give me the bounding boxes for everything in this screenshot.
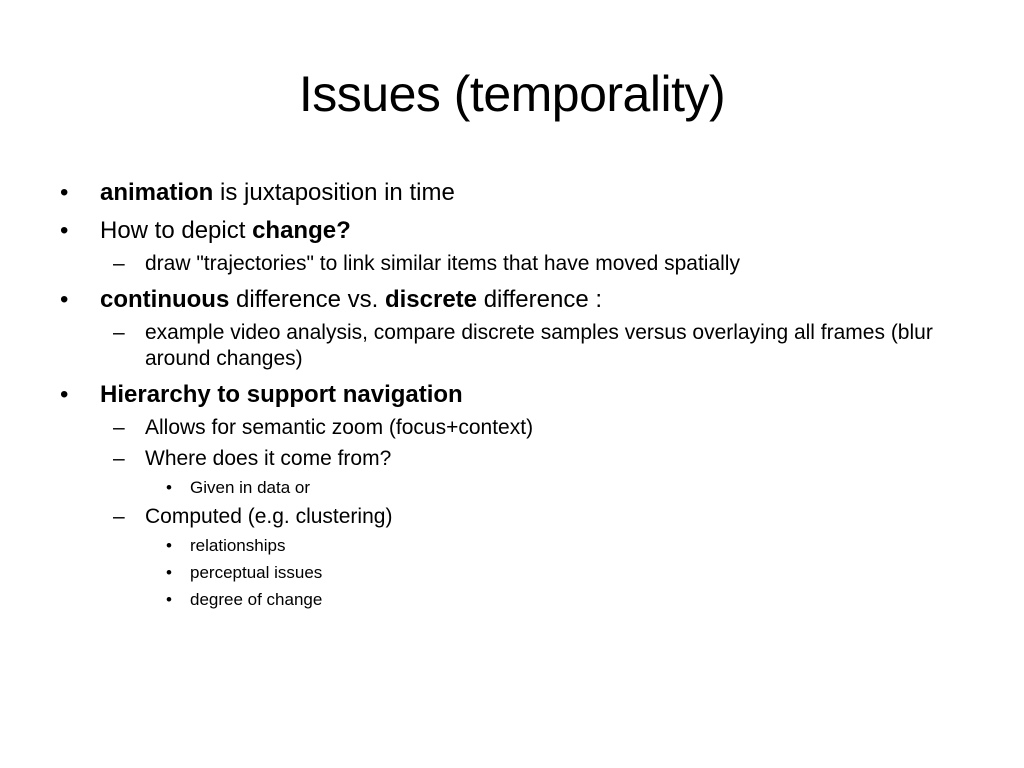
bullet-list bbox=[56, 178, 976, 611]
bullet-item-level-2 bbox=[56, 320, 976, 372]
bullet-text: How to depict bbox=[100, 217, 253, 244]
bold-text: Hierarchy to support navigation bbox=[100, 381, 463, 408]
bullet-item-level-2 bbox=[56, 415, 976, 441]
bullet-item-level-1 bbox=[56, 178, 976, 208]
dash-marker: – bbox=[113, 252, 125, 275]
bullet-text: Computed (e.g. clustering) bbox=[145, 505, 393, 528]
bold-text: change? bbox=[252, 217, 351, 244]
bullet-text: difference vs. bbox=[229, 286, 385, 313]
bullet-text: Allows for semantic zoom (focus+context) bbox=[145, 416, 534, 439]
bullet-item-level-3 bbox=[56, 562, 976, 584]
bullet-item-level-2 bbox=[56, 446, 976, 472]
bold-text: continuous bbox=[100, 286, 230, 313]
bullet-item-level-2 bbox=[56, 504, 976, 530]
bullet-item-level-1 bbox=[56, 285, 976, 315]
bullet-item-level-3 bbox=[56, 477, 976, 499]
dash-marker: – bbox=[113, 416, 125, 439]
bullet-item-level-1 bbox=[56, 216, 976, 246]
bullet-item-level-2 bbox=[56, 251, 976, 277]
bold-text: discrete bbox=[384, 286, 478, 313]
bullet-text: example video analysis, compare discrete samples versus overlaying all frames (blur around changes) bbox=[145, 321, 933, 370]
bullet-text: relationships bbox=[190, 536, 286, 555]
bullet-text: Where does it come from? bbox=[145, 447, 392, 470]
bullet-marker: • bbox=[60, 286, 69, 313]
dash-marker: – bbox=[113, 321, 125, 344]
bullet-text: is juxtaposition in time bbox=[213, 179, 455, 206]
bullet-marker: • bbox=[166, 536, 172, 555]
bullet-marker: • bbox=[60, 217, 69, 244]
bullet-item-level-3 bbox=[56, 589, 976, 611]
bullet-text: Given in data or bbox=[190, 478, 311, 497]
bullet-item-level-3 bbox=[56, 535, 976, 557]
bullet-text: degree of change bbox=[190, 590, 323, 609]
bullet-text: perceptual issues bbox=[190, 563, 323, 582]
bullet-text: draw "trajectories" to link similar items that have moved spatially bbox=[145, 252, 740, 275]
slide-title: Issues (temporality) bbox=[298, 66, 726, 122]
bullet-text: difference : bbox=[477, 286, 602, 313]
bullet-marker: • bbox=[166, 478, 172, 497]
bold-text: animation bbox=[100, 179, 214, 206]
bullet-marker: • bbox=[166, 563, 172, 582]
bullet-marker: • bbox=[60, 381, 69, 408]
dash-marker: – bbox=[113, 505, 125, 528]
bullet-marker: • bbox=[166, 590, 172, 609]
bullet-item-level-1 bbox=[56, 380, 976, 410]
bullet-marker: • bbox=[60, 179, 69, 206]
dash-marker: – bbox=[113, 447, 125, 470]
